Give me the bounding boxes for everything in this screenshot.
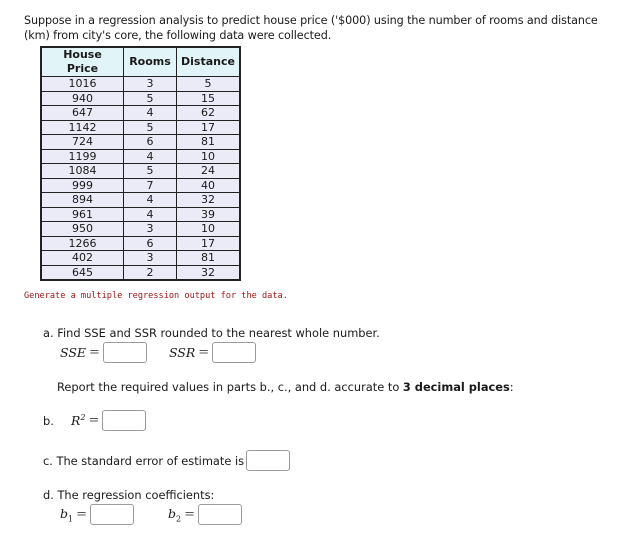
b1-label: $b_1$	[60, 505, 74, 524]
part-a-text: a. Find SSE and SSR rounded to the nearest whole number.	[43, 326, 380, 340]
instruction-note: Generate a multiple regression output for the data.	[24, 291, 288, 301]
cell-house-price: 950	[42, 222, 124, 237]
table-row	[42, 222, 240, 237]
part-d-inputs	[60, 504, 242, 525]
cell-rooms: 2	[124, 265, 177, 280]
sse-label: SSE	[60, 345, 87, 360]
part-d-text: d. The regression coefficients:	[43, 488, 215, 502]
cell-distance: 32	[177, 265, 240, 280]
cell-house-price: 1016	[42, 77, 124, 92]
cell-rooms: 7	[124, 178, 177, 193]
cell-house-price: 961	[42, 207, 124, 222]
standard-error-input[interactable]	[246, 450, 290, 471]
cell-house-price: 940	[42, 91, 124, 106]
b1-input[interactable]	[90, 504, 134, 525]
r-squared-label: $R^2$	[71, 412, 86, 429]
equals-sign: =	[89, 345, 100, 360]
part-b	[43, 410, 146, 431]
cell-house-price: 1084	[42, 164, 124, 179]
cell-house-price: 999	[42, 178, 124, 193]
b2-input[interactable]	[198, 504, 242, 525]
report-note-bold: 3 decimal places	[402, 380, 510, 394]
cell-house-price: 724	[42, 135, 124, 150]
cell-rooms: 4	[124, 193, 177, 208]
cell-distance: 15	[177, 91, 240, 106]
cell-distance: 17	[177, 120, 240, 135]
table-row	[42, 265, 240, 280]
cell-house-price: 894	[42, 193, 124, 208]
cell-rooms: 5	[124, 91, 177, 106]
report-note: Report the required values in parts b., c., and d. accurate to 3 decimal places:	[57, 380, 514, 394]
cell-house-price: 1199	[42, 149, 124, 164]
r-squared-input[interactable]	[102, 410, 146, 431]
cell-distance: 10	[177, 149, 240, 164]
cell-rooms: 3	[124, 77, 177, 92]
data-table	[41, 47, 240, 280]
cell-rooms: 5	[124, 120, 177, 135]
table-row	[42, 120, 240, 135]
cell-house-price: 645	[42, 265, 124, 280]
cell-distance: 81	[177, 135, 240, 150]
cell-house-price: 647	[42, 106, 124, 121]
equals-sign: =	[88, 413, 100, 428]
table-row	[42, 91, 240, 106]
table-row	[42, 236, 240, 251]
table-row	[42, 207, 240, 222]
cell-house-price: 1142	[42, 120, 124, 135]
cell-rooms: 3	[124, 222, 177, 237]
table-row	[42, 135, 240, 150]
equals-sign: =	[184, 507, 196, 522]
cell-rooms: 3	[124, 251, 177, 266]
part-a-inputs	[60, 342, 256, 363]
cell-distance: 24	[177, 164, 240, 179]
cell-rooms: 4	[124, 106, 177, 121]
table-row	[42, 164, 240, 179]
part-b-prefix: b.	[43, 413, 54, 428]
header-distance: Distance	[177, 48, 240, 77]
part-c-text: c. The standard error of estimate is	[43, 453, 245, 468]
equals-sign: =	[198, 345, 210, 360]
cell-distance: 5	[177, 77, 240, 92]
header-rooms: Rooms	[124, 48, 177, 77]
cell-distance: 10	[177, 222, 240, 237]
part-c	[43, 450, 290, 471]
cell-house-price: 402	[42, 251, 124, 266]
table-row	[42, 77, 240, 92]
table-row	[42, 251, 240, 266]
cell-distance: 17	[177, 236, 240, 251]
b2-label: $b_2$	[168, 505, 182, 524]
table-row	[42, 149, 240, 164]
cell-rooms: 4	[124, 207, 177, 222]
table-row	[42, 178, 240, 193]
cell-rooms: 5	[124, 164, 177, 179]
cell-rooms: 6	[124, 135, 177, 150]
table-row	[42, 106, 240, 121]
problem-intro: Suppose in a regression analysis to predict house price ('$000) using the number of rooms and distance (km) from city's core, the following data were collected.	[24, 14, 598, 42]
cell-rooms: 4	[124, 149, 177, 164]
equals-sign: =	[76, 507, 88, 522]
table-row	[42, 193, 240, 208]
cell-house-price: 1266	[42, 236, 124, 251]
table-header-row	[42, 48, 240, 77]
sse-input[interactable]	[103, 342, 147, 363]
ssr-label: SSR	[168, 345, 196, 360]
header-house-price: House Price	[42, 48, 124, 77]
cell-distance: 39	[177, 207, 240, 222]
cell-distance: 32	[177, 193, 240, 208]
ssr-input[interactable]	[212, 342, 256, 363]
cell-distance: 40	[177, 178, 240, 193]
cell-distance: 81	[177, 251, 240, 266]
cell-distance: 62	[177, 106, 240, 121]
cell-rooms: 6	[124, 236, 177, 251]
